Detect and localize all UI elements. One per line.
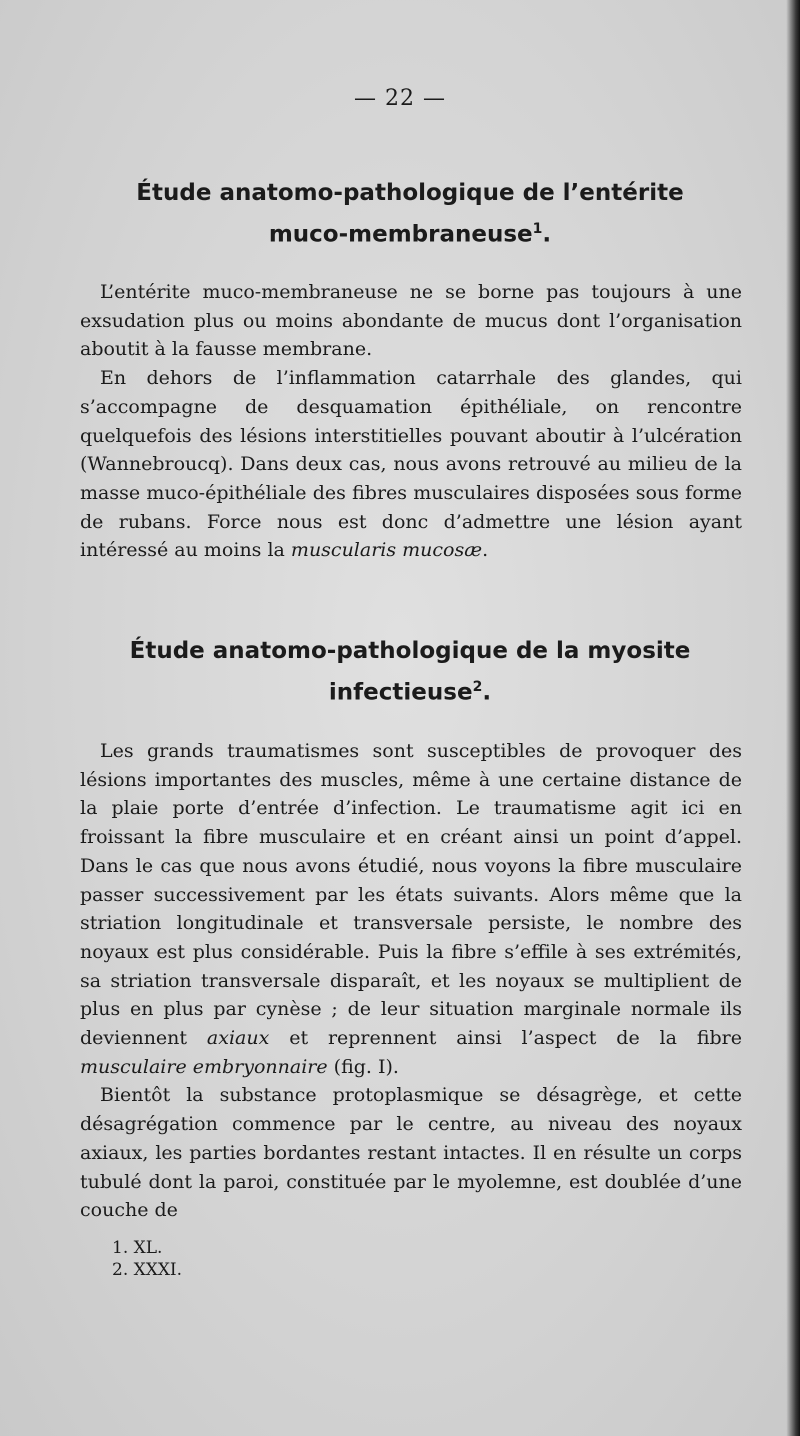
section-heading-enterite	[80, 175, 740, 253]
heading-line: Étude anatomo-pathologique de l’entérite	[136, 180, 684, 206]
heading-punct: .	[542, 221, 552, 248]
paragraph-text: En dehors de l’inflammation catarrhale des glandes, qui s’accompagne de desquamation épithéliale, on rencontre quelquefois des lésions interstitielles pouvant aboutir à l’ulcération (Wannebroucq). Dans deux cas, nous avons retrouvé au milieu de la masse muco-épithéliale des fibres musculaires disposées sous forme de rubans. Force nous est donc d’admettre une lésion ayant intéressé au moins la	[80, 367, 742, 562]
heading-text: infectieuse	[328, 679, 473, 706]
page-edge-shadow	[786, 0, 800, 1436]
italic-term: musculaire embryonnaire	[80, 1055, 328, 1078]
section-heading-myosite	[80, 633, 740, 711]
paragraph-text: et reprennent ainsi l’aspect de la fibre	[269, 1027, 742, 1050]
footnote-ref: 1	[532, 221, 543, 237]
paragraph: Bientôt la substance protoplasmique se désagrège, et cette désagrégation commence par le centre, au niveau des noyaux axiaux, les parties bordantes restant intactes. Il en résulte un corps tubulé dont la paroi, constituée par le myolemne, est doublée d’une couche de	[80, 1084, 742, 1222]
footnote: 1. XL.	[112, 1238, 163, 1258]
paragraph-text: (fig. I).	[327, 1055, 399, 1078]
paragraph-text: Les grands traumatismes sont susceptibles de provoquer des lésions importantes des muscles, même à une certaine distance de la plaie porte d’entrée d’infection. Le traumatisme agit ici en froissant la fibre musculaire et en créant ainsi un point d’appel. Dans le cas que nous avons étudié, nous voyons la fibre musculaire passer successivement par les états suivants. Alors même que la striation longitudinale et transversale persiste, le nombre des noyaux est plus considérable. Puis la fibre s’effile à ses extrémités, sa striation transversale disparaît, et les noyaux se multiplient de plus en plus par cynèse ; de leur situation marginale normale ils deviennent	[80, 740, 742, 1050]
section-body-myosite	[80, 737, 742, 1225]
italic-term: muscularis mucosæ	[290, 539, 483, 562]
paragraph: L’entérite muco-membraneuse ne se borne pas toujours à une exsudation plus ou moins abondante de mucus dont l’organisation aboutit à la fausse membrane.	[80, 281, 742, 361]
heading-punct: .	[482, 679, 492, 706]
heading-line	[80, 211, 740, 253]
page-number: — 22 —	[354, 86, 446, 111]
footnote: 2. XXXI.	[112, 1260, 183, 1280]
footnote-ref: 2	[472, 679, 483, 695]
paragraph-text: .	[482, 539, 489, 562]
heading-line: Étude anatomo-pathologique de la myosite	[129, 638, 691, 664]
heading-line	[80, 669, 740, 711]
paragraph	[80, 364, 742, 565]
heading-text: muco-membraneuse	[268, 221, 533, 248]
paragraph	[80, 737, 742, 1081]
section-body-enterite	[80, 278, 742, 565]
footnotes	[112, 1237, 182, 1281]
italic-term: axiaux	[206, 1027, 270, 1050]
